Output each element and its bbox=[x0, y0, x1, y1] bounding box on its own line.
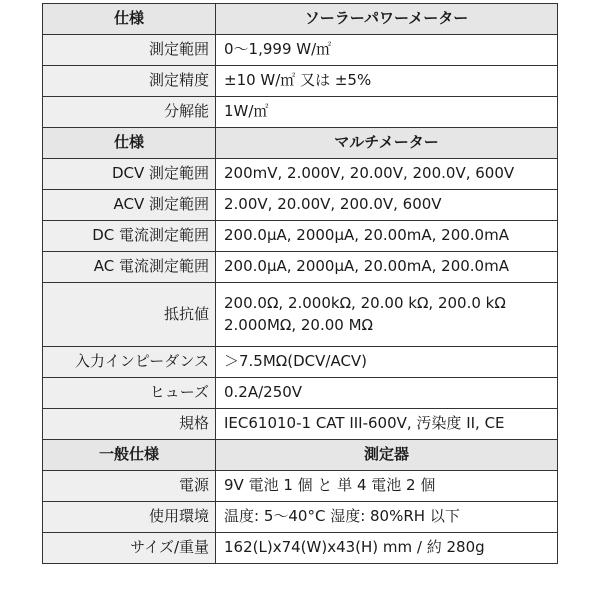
row-value: 2.00V, 20.00V, 200.0V, 600V bbox=[216, 190, 558, 221]
row-value: 0～1,999 W/㎡ bbox=[216, 35, 558, 66]
table-row bbox=[43, 66, 558, 97]
row-value-line: 2.000MΩ, 20.00 MΩ bbox=[224, 315, 373, 334]
section-header-value: ソーラーパワーメーター bbox=[216, 4, 558, 35]
row-value: 200mV, 2.000V, 20.00V, 200.0V, 600V bbox=[216, 159, 558, 190]
row-value: 200.0μA, 2000μA, 20.00mA, 200.0mA bbox=[216, 252, 558, 283]
row-value-line: 200.0Ω, 2.000kΩ, 20.00 kΩ, 200.0 kΩ bbox=[224, 293, 506, 312]
table-row bbox=[43, 347, 558, 378]
table-row bbox=[43, 409, 558, 440]
section-header-general bbox=[43, 440, 558, 471]
row-label: 使用環境 bbox=[43, 502, 216, 533]
row-value bbox=[216, 283, 558, 347]
table-row bbox=[43, 502, 558, 533]
section-header-value: 測定器 bbox=[216, 440, 558, 471]
row-value: 0.2A/250V bbox=[216, 378, 558, 409]
row-label: 測定精度 bbox=[43, 66, 216, 97]
row-label: DCV 測定範囲 bbox=[43, 159, 216, 190]
row-label: 入力インピーダンス bbox=[43, 347, 216, 378]
table-row bbox=[43, 97, 558, 128]
section-header-multimeter bbox=[43, 128, 558, 159]
section-header-solar bbox=[43, 4, 558, 35]
row-value: 1W/㎡ bbox=[216, 97, 558, 128]
table-row bbox=[43, 221, 558, 252]
row-label: ACV 測定範囲 bbox=[43, 190, 216, 221]
row-label: 測定範囲 bbox=[43, 35, 216, 66]
row-label: 規格 bbox=[43, 409, 216, 440]
table-row bbox=[43, 252, 558, 283]
row-label: 電源 bbox=[43, 471, 216, 502]
row-label: DC 電流測定範囲 bbox=[43, 221, 216, 252]
section-header-label: 仕様 bbox=[43, 4, 216, 35]
row-label: ヒューズ bbox=[43, 378, 216, 409]
row-value: 温度: 5～40°C 湿度: 80%RH 以下 bbox=[216, 502, 558, 533]
table-row bbox=[43, 159, 558, 190]
row-value: ＞7.5MΩ(DCV/ACV) bbox=[216, 347, 558, 378]
table-row bbox=[43, 190, 558, 221]
table-row bbox=[43, 533, 558, 564]
row-label: 分解能 bbox=[43, 97, 216, 128]
row-value: 200.0μA, 2000μA, 20.00mA, 200.0mA bbox=[216, 221, 558, 252]
spec-table bbox=[42, 3, 558, 564]
row-value: 162(L)x74(W)x43(H) mm / 約 280g bbox=[216, 533, 558, 564]
table-row bbox=[43, 283, 558, 347]
row-value: IEC61010-1 CAT III-600V, 汚染度 II, CE bbox=[216, 409, 558, 440]
table-row bbox=[43, 378, 558, 409]
row-value: 9V 電池 1 個 と 単 4 電池 2 個 bbox=[216, 471, 558, 502]
row-label: サイズ/重量 bbox=[43, 533, 216, 564]
row-label: AC 電流測定範囲 bbox=[43, 252, 216, 283]
row-value: ±10 W/㎡ 又は ±5% bbox=[216, 66, 558, 97]
table-row bbox=[43, 35, 558, 66]
table-row bbox=[43, 471, 558, 502]
section-header-label: 一般仕様 bbox=[43, 440, 216, 471]
section-header-value: マルチメーター bbox=[216, 128, 558, 159]
section-header-label: 仕様 bbox=[43, 128, 216, 159]
row-label: 抵抗値 bbox=[43, 283, 216, 347]
spec-table-body bbox=[43, 4, 558, 564]
